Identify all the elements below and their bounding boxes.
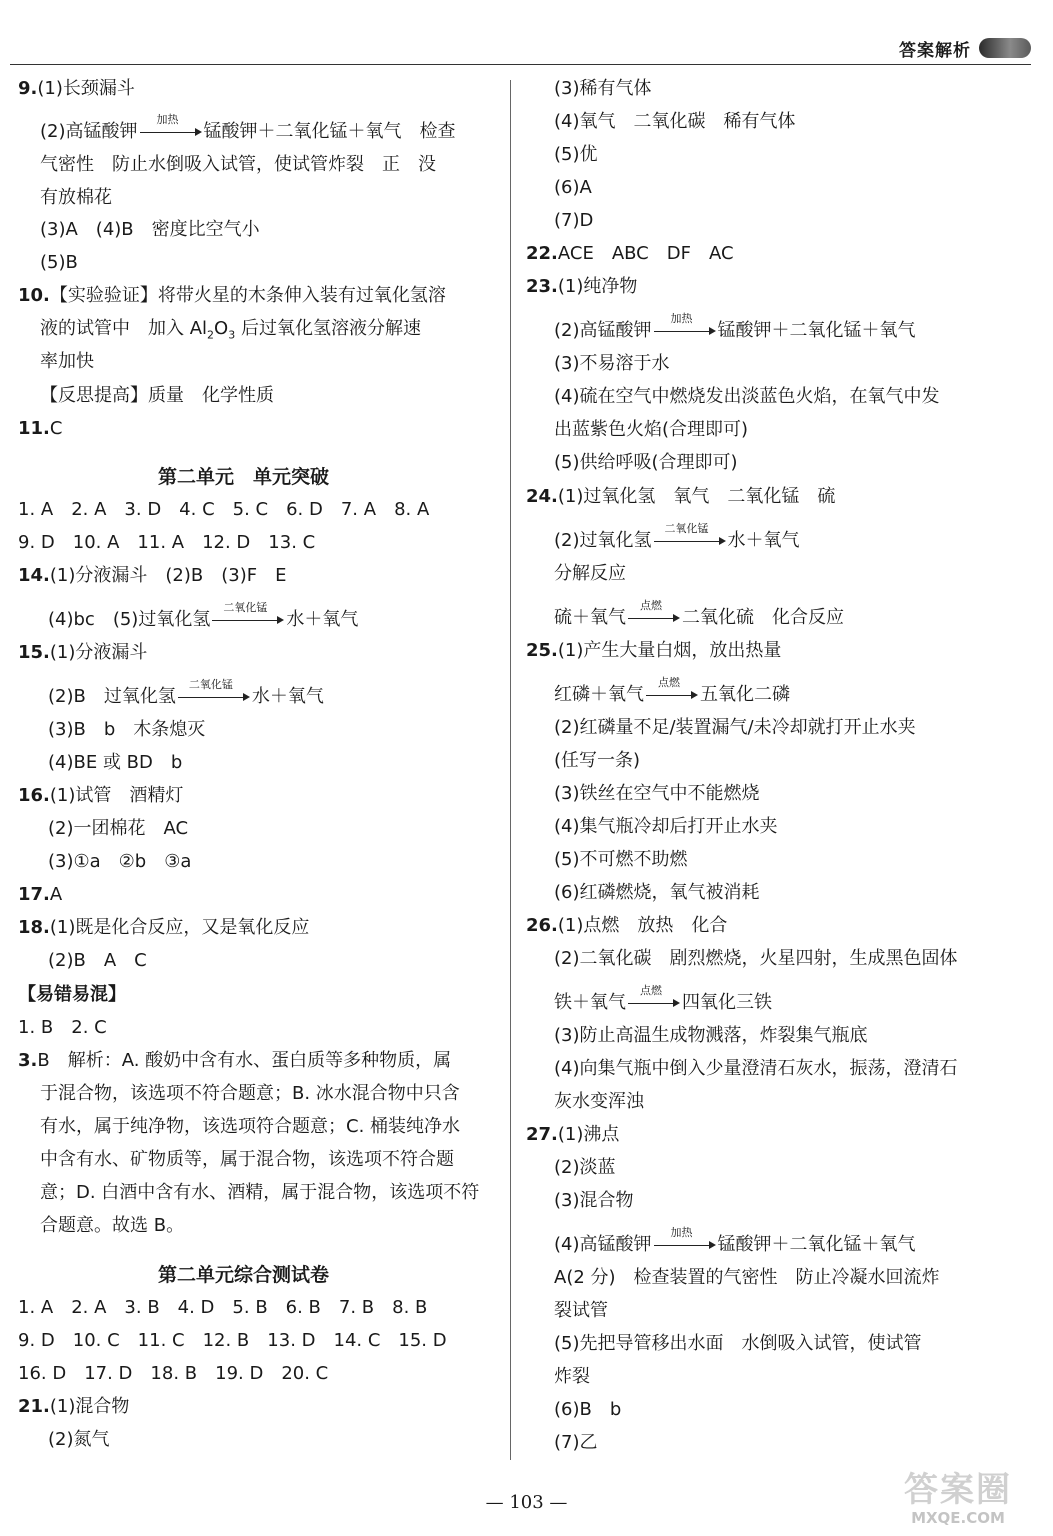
answer-16-line2: (2)一团棉花 AC	[48, 818, 189, 839]
answer-26: 26.(1)点燃 放热 化合	[526, 915, 728, 936]
answer-25-line5: (3)铁丝在空气中不能燃烧	[554, 783, 760, 804]
answer-25-line6: (4)集气瓶冷却后打开止水夹	[554, 816, 778, 837]
answer-23-line5: 出蓝紫色火焰(合理即可)	[554, 419, 749, 440]
answer-10-line4: 【反思提高】质量 化学性质	[40, 385, 274, 406]
answer-10-line2: 液的试管中 加入 $Al_2O_3$ 后过氧化氢溶液分解速	[40, 318, 421, 342]
page-number: — 103 —	[485, 1492, 568, 1513]
answer-3-explanation: 3.B 解析：A. 酸奶中含有水、蛋白质等多种物质，属	[18, 1050, 452, 1071]
answer-26-line5: (4)向集气瓶中倒入少量澄清石灰水，振荡，澄清石	[554, 1058, 958, 1079]
answer-10: 10.【实验验证】将带火星的木条伸入装有过氧化氢溶	[18, 285, 446, 306]
answer-27-line8: 炸裂	[554, 1366, 590, 1387]
answer-21-line7: (7)D	[554, 210, 594, 231]
answer-27-line9: (6)B b	[554, 1399, 622, 1420]
answer-14: 14.(1)分液漏斗 (2)B (3)F E	[18, 565, 287, 586]
answer-27: 27.(1)沸点	[526, 1124, 620, 1145]
answer-18-line2: (2)B A C	[48, 950, 147, 971]
answer-9-3: (3)A (4)B 密度比空气小	[40, 219, 260, 240]
reaction-arrow: 点燃	[628, 996, 680, 1010]
answer-row-4: 1. A 2. A 3. B 4. D 5. B 6. B 7. B 8. B	[18, 1297, 428, 1318]
answer-9-5: (5)B	[40, 252, 78, 273]
answer-3-line2: 于混合物，该选项不符合题意；B. 冰水混合物中只含	[40, 1083, 460, 1104]
answer-15-line4: (4)BE 或 BD b	[48, 752, 183, 773]
answer-24-line4: 硫＋氧气 点燃 二氧化硫 化合反应	[554, 599, 844, 628]
column-divider	[510, 80, 511, 1460]
answer-25-line8: (6)红磷燃烧，氧气被消耗	[554, 882, 760, 903]
answer-16: 16.(1)试管 酒精灯	[18, 785, 184, 806]
answer-26-line6: 灰水变浑浊	[554, 1091, 644, 1112]
answer-23: 23.(1)纯净物	[526, 276, 638, 297]
section-heading-unit-test: 第二单元综合测试卷	[158, 1264, 330, 1286]
reaction-arrow: 加热	[654, 324, 716, 338]
answer-9: 9.(1)长颈漏斗	[18, 78, 135, 99]
answer-16-line3: (3)①a ②b ③a	[48, 851, 192, 872]
answer-27-line6: 裂试管	[554, 1300, 608, 1321]
section-label-error-prone: 【易错易混】	[18, 984, 126, 1005]
answer-21-line5: (5)优	[554, 144, 598, 165]
answer-24-line3: 分解反应	[554, 563, 626, 584]
answer-21-line6: (6)A	[554, 177, 592, 198]
answer-21: 21.(1)混合物	[18, 1396, 130, 1417]
answer-24-line2: (2)过氧化氢 二氧化锰 水＋氧气	[554, 522, 800, 551]
answer-row-6: 16. D 17. D 18. B 19. D 20. C	[18, 1363, 329, 1384]
answer-25-line4: (任写一条)	[554, 750, 641, 771]
answer-27-line10: (7)乙	[554, 1432, 598, 1453]
reaction-arrow: 加热	[654, 1238, 716, 1252]
answer-26-line3: 铁＋氧气 点燃 四氧化三铁	[554, 984, 772, 1013]
answer-25-line2: 红磷＋氧气 点燃 五氧化二磷	[554, 676, 790, 705]
section-heading-unit-breakthrough: 第二单元 单元突破	[158, 466, 330, 488]
header-tab-decoration	[979, 38, 1031, 58]
answer-23-line2: (2)高锰酸钾 加热 锰酸钾＋二氧化锰＋氧气	[554, 312, 916, 341]
answer-27-line7: (5)先把导管移出水面 水倒吸入试管，使试管	[554, 1333, 922, 1354]
answer-3-line6: 合题意。故选 B。	[40, 1215, 185, 1236]
answer-17: 17.A	[18, 884, 63, 905]
answer-24: 24.(1)过氧化氢 氧气 二氧化锰 硫	[526, 486, 836, 507]
reaction-arrow: 点燃	[628, 611, 680, 625]
reaction-arrow: 二氧化锰	[178, 690, 250, 704]
answer-15: 15.(1)分液漏斗	[18, 642, 148, 663]
answer-25-line7: (5)不可燃不助燃	[554, 849, 688, 870]
answer-25: 25.(1)产生大量白烟，放出热量	[526, 640, 782, 661]
answer-23-line3: (3)不易溶于水	[554, 353, 670, 374]
answer-3-line5: 意；D. 白酒中含有水、酒精，属于混合物，该选项不符	[40, 1182, 480, 1203]
answer-23-line4: (4)硫在空气中燃烧发出淡蓝色火焰，在氧气中发	[554, 386, 940, 407]
answer-9-2: (2)高锰酸钾 加热 锰酸钾＋二氧化锰＋氧气 检查	[40, 113, 456, 142]
reaction-arrow: 二氧化锰	[212, 613, 284, 627]
answer-23-line6: (5)供给呼吸(合理即可)	[554, 452, 738, 473]
answer-row-1: 1. A 2. A 3. D 4. C 5. C 6. D 7. A 8. A	[18, 499, 430, 520]
answer-18: 18.(1)既是化合反应，又是氧化反应	[18, 917, 310, 938]
answer-row-2: 9. D 10. A 11. A 12. D 13. C	[18, 532, 316, 553]
reaction-arrow: 二氧化锰	[654, 534, 726, 548]
header-label: 答案解析	[899, 41, 971, 61]
answer-3-line3: 有水，属于纯净物，该选项符合题意；C. 桶装纯净水	[40, 1116, 461, 1137]
watermark-logo: 答案圈 MXQE.COM	[904, 1470, 1012, 1527]
answer-25-line3: (2)红磷量不足/装置漏气/未冷却就打开止水夹	[554, 717, 916, 738]
answer-21-line2: (2)氮气	[48, 1429, 110, 1450]
reaction-arrow: 点燃	[646, 688, 698, 702]
answer-9-2-line3: 有放棉花	[40, 187, 112, 208]
answer-15-line2: (2)B 过氧化氢 二氧化锰 水＋氧气	[48, 678, 324, 707]
answer-27-line3: (3)混合物	[554, 1190, 634, 1211]
answer-21-line3: (3)稀有气体	[554, 78, 652, 99]
header-rule	[10, 64, 1031, 65]
answer-27-line4: (4)高锰酸钾 加热 锰酸钾＋二氧化锰＋氧气	[554, 1226, 916, 1255]
answer-3-line4: 中含有水、矿物质等，属于混合物，该选项不符合题	[40, 1149, 454, 1170]
answer-27-line5: A(2 分) 检查装置的气密性 防止冷凝水回流炸	[554, 1267, 940, 1288]
answer-11: 11.C	[18, 418, 63, 439]
answer-15-line3: (3)B b 木条熄灭	[48, 719, 206, 740]
answer-26-line2: (2)二氧化碳 剧烈燃烧，火星四射，生成黑色固体	[554, 948, 958, 969]
answer-row-5: 9. D 10. C 11. C 12. B 13. D 14. C 15. D	[18, 1330, 447, 1351]
answer-26-line4: (3)防止高温生成物溅落，炸裂集气瓶底	[554, 1025, 868, 1046]
answer-10-line3: 率加快	[40, 351, 94, 372]
reaction-arrow: 加热	[140, 125, 202, 139]
answer-22: 22.ACE ABC DF AC	[526, 243, 734, 264]
answer-row-3: 1. B 2. C	[18, 1017, 107, 1038]
answer-21-line4: (4)氧气 二氧化碳 稀有气体	[554, 111, 796, 132]
answer-14-line2: (4)bc (5)过氧化氢 二氧化锰 水＋氧气	[48, 601, 359, 630]
answer-9-2-line2: 气密性 防止水倒吸入试管，使试管炸裂 正 没	[40, 154, 436, 175]
answer-27-line2: (2)淡蓝	[554, 1157, 616, 1178]
